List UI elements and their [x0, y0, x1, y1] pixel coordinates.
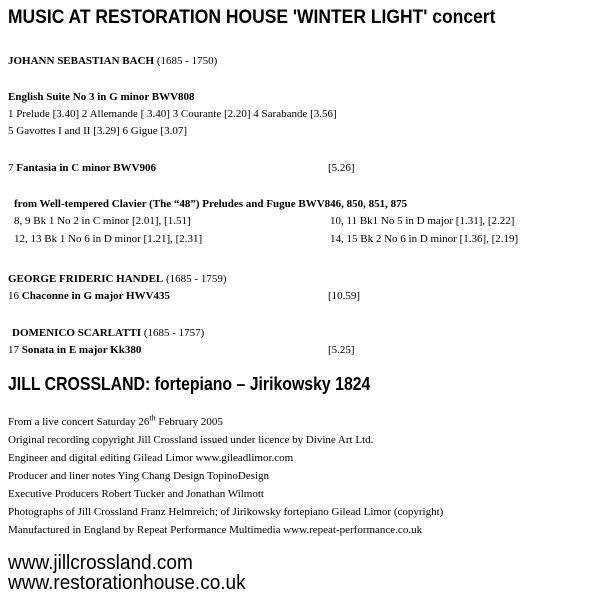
wtc-row1-right: 10, 11 Bk1 No 5 in D major [1.31], [2.22] — [330, 215, 515, 227]
bach-heading — [8, 55, 217, 67]
website-jillcrossland: www.jillcrossland.com — [8, 552, 193, 574]
performer-heading: JILL CROSSLAND: fortepiano – Jirikowsky 1824 — [8, 374, 371, 394]
scarlatti-piece-line — [8, 344, 141, 356]
scarlatti-composer: DOMENICO SCARLATTI — [12, 327, 142, 339]
bach-composer: JOHANN SEBASTIAN BACH — [8, 55, 155, 67]
credit-engineer: Engineer and digital editing Gilead Limor www.gileadlimor.com — [8, 452, 294, 464]
handel-number: 16 — [8, 290, 19, 302]
fantasia-title: Fantasia in C minor BWV906 — [16, 162, 157, 174]
page-title: MUSIC AT RESTORATION HOUSE 'WINTER LIGHT' concert — [8, 7, 496, 28]
handel-duration: [10.59] — [328, 290, 361, 302]
scarlatti-number: 17 — [8, 344, 19, 356]
fantasia-number: 7 — [8, 162, 14, 174]
credit-concert-suffix: February 2005 — [155, 416, 223, 428]
wtc-title: from Well-tempered Clavier (The “48”) Preludes and Fugue BWV846, 850, 851, 875 — [14, 198, 408, 210]
bach-dates: (1685 - 1750) — [156, 55, 218, 67]
suite-movements-line1: 1 Prelude [3.40] 2 Allemande [ 3.40] 3 Courante [2.20] 4 Sarabande [3.56] — [8, 108, 337, 120]
suite-title: English Suite No 3 in G minor BWV808 — [8, 91, 195, 103]
website-restorationhouse: www.restorationhouse.co.uk — [8, 572, 246, 594]
credit-concert-prefix: From a live concert Saturday 26 — [8, 416, 150, 428]
handel-title: Chaconne in G major HWV435 — [21, 290, 171, 302]
suite-movements-line2: 5 Gavottes I and II [3.29] 6 Gigue [3.07] — [8, 125, 188, 137]
handel-dates: (1685 - 1759) — [166, 273, 227, 285]
credit-concert-sup: th — [149, 413, 156, 423]
credit-manufactured: Manufactured in England by Repeat Performance Multimedia www.repeat-performance.co.uk — [8, 524, 423, 536]
credit-concert — [8, 413, 223, 428]
wtc-row2-left: 12, 13 Bk 1 No 6 in D minor [1.21], [2.31] — [14, 233, 203, 245]
scarlatti-heading — [12, 327, 204, 339]
fantasia-duration: [5.26] — [328, 162, 355, 174]
credit-producer: Producer and liner notes Ying Chang Design TopinoDesign — [8, 470, 270, 482]
fantasia-line — [8, 162, 156, 174]
handel-heading — [8, 273, 227, 285]
handel-piece-line — [8, 290, 170, 302]
wtc-row2-right: 14, 15 Bk 2 No 6 in D minor [1.36], [2.19] — [330, 233, 519, 245]
credit-executive: Executive Producers Robert Tucker and Jonathan Wilmott — [8, 488, 264, 500]
credit-copyright: Original recording copyright Jill Crossland issued under licence by Divine Art Ltd. — [8, 434, 374, 446]
scarlatti-duration: [5.25] — [328, 344, 355, 356]
wtc-row1-left: 8, 9 Bk 1 No 2 in C minor [2.01], [1.51] — [14, 215, 191, 227]
handel-composer: GEORGE FRIDERIC HANDEL — [8, 273, 164, 285]
scarlatti-dates: (1685 - 1757) — [143, 327, 205, 339]
scarlatti-title: Sonata in E major Kk380 — [21, 344, 142, 356]
credit-photos: Photographs of Jill Crossland Franz Helmreich; of Jirikowsky fortepiano Gilead Limor (copyright) — [8, 506, 444, 518]
